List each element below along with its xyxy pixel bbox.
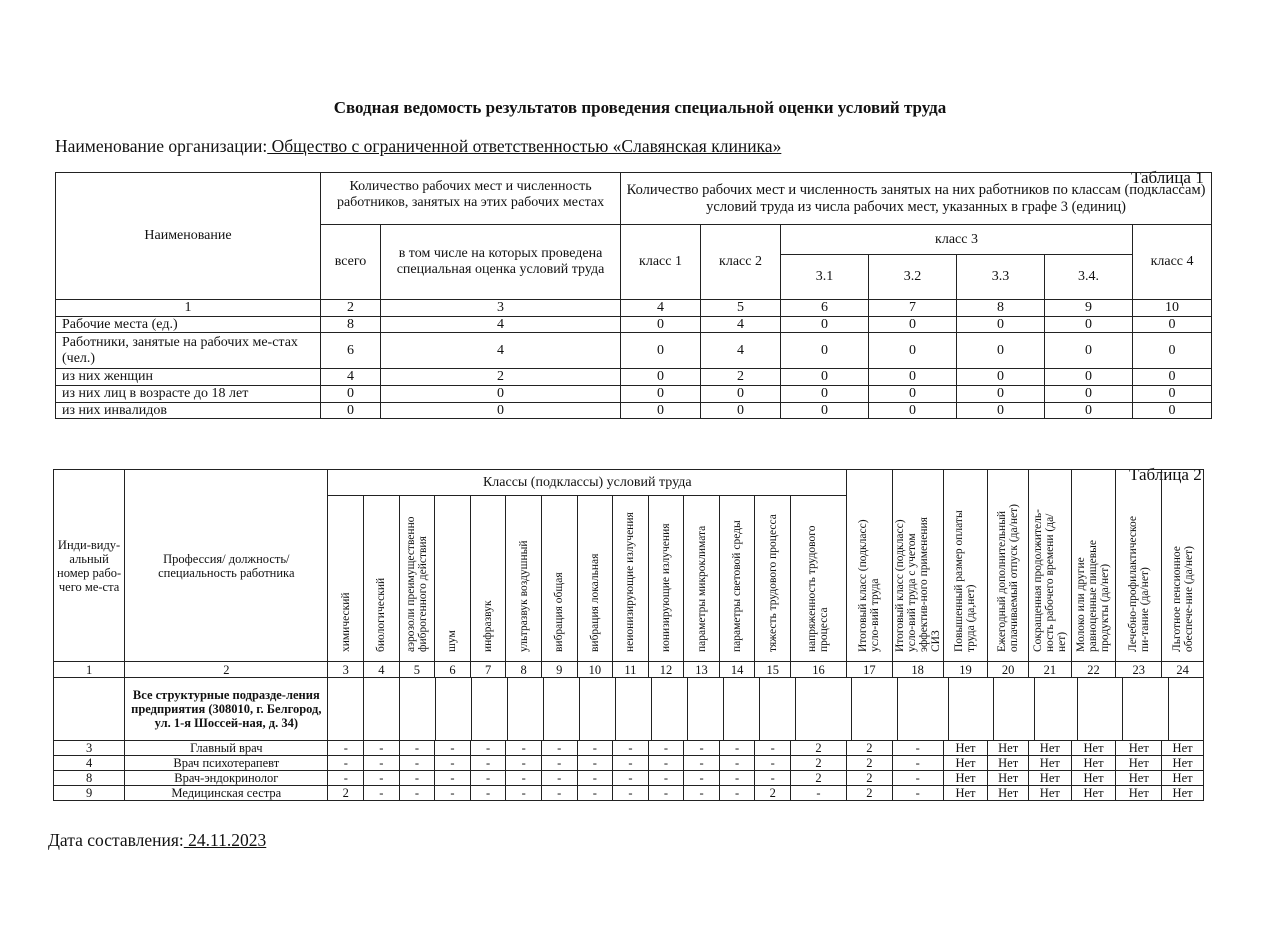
t2-row xyxy=(54,756,1204,771)
t2-cell: - xyxy=(435,771,471,786)
t2-cell: Нет xyxy=(1116,771,1162,786)
t2-cell: Нет xyxy=(943,756,988,771)
t2-group-empty-cell xyxy=(364,678,400,740)
t1-header-3-1: 3.1 xyxy=(781,255,869,300)
t1-cell: 4 xyxy=(321,369,381,386)
t2-header-extra: Сокращенная продолжитель-ность рабочего времени (да/нет) xyxy=(1028,470,1071,662)
t2-header-factor: ионизирующие излучения xyxy=(648,496,684,662)
t2-colnum: 21 xyxy=(1028,662,1071,678)
t1-cell: 0 xyxy=(1133,333,1212,369)
t2-header-extra: Итоговый класс (подкласс) усло-вий труда с учетом эффектив-ного применения СИЗ xyxy=(892,470,943,662)
t1-colnum: 7 xyxy=(869,300,957,317)
t2-cell: Нет xyxy=(988,741,1029,756)
t2-header-factor: вибрация общая xyxy=(541,496,577,662)
t1-header-3-4: 3.4. xyxy=(1045,255,1133,300)
t1-cell: 0 xyxy=(781,316,869,333)
t2-header-factor: биологический xyxy=(364,496,400,662)
t1-row xyxy=(56,316,1212,333)
t2-cell: - xyxy=(364,786,400,801)
t2-cell: - xyxy=(364,756,400,771)
t1-cell: 0 xyxy=(381,386,621,403)
t2-cell: - xyxy=(755,771,791,786)
t2-group-empty xyxy=(54,678,125,741)
t2-group-title: Все структурные подразде-ления предприятия (308010, г. Белгород, ул. 1-я Шоссей-ная, д. 34) xyxy=(125,678,328,741)
t2-cell: - xyxy=(755,756,791,771)
t2-cell: - xyxy=(470,771,506,786)
t2-colnum: 7 xyxy=(470,662,506,678)
t2-group-empty-cell xyxy=(1169,678,1203,740)
table2-label: Таблица 2 xyxy=(1129,465,1202,484)
t2-cell: - xyxy=(506,756,542,771)
t2-cell: - xyxy=(892,786,943,801)
t2-cell: 2 xyxy=(755,786,791,801)
t1-cell: 0 xyxy=(701,386,781,403)
t2-cell: Нет xyxy=(1028,756,1071,771)
t2-colnum: 19 xyxy=(943,662,988,678)
t2-cell: - xyxy=(577,786,613,801)
t1-cell: 0 xyxy=(621,316,701,333)
t2-cell: 2 xyxy=(791,756,847,771)
t1-cell: 0 xyxy=(1045,316,1133,333)
t1-cell: 0 xyxy=(869,402,957,419)
t2-cell: - xyxy=(648,756,684,771)
t2-colnum: 3 xyxy=(328,662,364,678)
t1-colnum: 8 xyxy=(957,300,1045,317)
t1-colnum: 5 xyxy=(701,300,781,317)
t1-row xyxy=(56,386,1212,403)
t2-header-factor: химический xyxy=(328,496,364,662)
t2-header-extra: Лечебно-профилактическое пи-тание (да/нет) xyxy=(1116,470,1162,662)
t1-colnum: 9 xyxy=(1045,300,1133,317)
t2-row-id: 4 xyxy=(54,756,125,771)
t2-cell: - xyxy=(791,786,847,801)
organization-line xyxy=(55,136,781,157)
t2-cell: 2 xyxy=(791,741,847,756)
t1-cell: 4 xyxy=(701,333,781,369)
t2-cell: - xyxy=(541,741,577,756)
t2-group-empty-cell xyxy=(724,678,760,740)
t1-cell: 0 xyxy=(1045,369,1133,386)
t1-cell: 0 xyxy=(957,333,1045,369)
t2-header-factor: инфразвук xyxy=(470,496,506,662)
t2-header-extra: Льготное пенсионное обеспече-ние (да/нет) xyxy=(1162,470,1204,662)
t2-cell: - xyxy=(648,786,684,801)
t1-cell: 0 xyxy=(1045,386,1133,403)
t2-cell: Нет xyxy=(1162,756,1204,771)
t2-header-extra: Повышенный размер оплаты труда (да,нет) xyxy=(943,470,988,662)
t2-group-empty-cell xyxy=(1078,678,1123,740)
t2-group-empty-cell xyxy=(949,678,994,740)
t2-row xyxy=(54,771,1204,786)
t2-cell: Нет xyxy=(1028,741,1071,756)
t2-header-factor: вибрация локальная xyxy=(577,496,613,662)
t2-group-empty-cell xyxy=(616,678,652,740)
t1-cell: 0 xyxy=(621,386,701,403)
t1-row-name: из них женщин xyxy=(56,369,321,386)
t2-cell: - xyxy=(577,756,613,771)
t1-header-class2: класс 2 xyxy=(701,225,781,300)
t2-cell: 2 xyxy=(328,786,364,801)
t2-group-empty-cell xyxy=(898,678,949,740)
t2-group-empty-cell xyxy=(760,678,796,740)
t1-row-name: из них инвалидов xyxy=(56,402,321,419)
t2-group-empty-cell xyxy=(652,678,688,740)
t2-cell: - xyxy=(541,786,577,801)
t2-cell: - xyxy=(435,786,471,801)
t1-cell: 2 xyxy=(381,369,621,386)
t1-cell: 0 xyxy=(701,402,781,419)
t2-cell: Нет xyxy=(1162,741,1204,756)
t2-cell: Нет xyxy=(943,771,988,786)
t2-cell: - xyxy=(613,771,649,786)
t2-cell: - xyxy=(684,741,720,756)
t2-cell: - xyxy=(719,786,755,801)
t2-group-empty-cell xyxy=(544,678,580,740)
t1-cell: 0 xyxy=(869,369,957,386)
t2-cell: - xyxy=(613,786,649,801)
t2-header-factor: шум xyxy=(435,496,471,662)
t1-cell: 8 xyxy=(321,316,381,333)
t2-cell: - xyxy=(684,756,720,771)
t1-cell: 0 xyxy=(869,333,957,369)
t1-cell: 0 xyxy=(1133,386,1212,403)
organization-name: Общество с ограниченной ответственностью «Славянская клиника» xyxy=(267,136,782,156)
t1-cell: 0 xyxy=(869,316,957,333)
t1-cell: 0 xyxy=(1045,402,1133,419)
t2-group-empty-cell xyxy=(400,678,436,740)
t2-cell: - xyxy=(892,756,943,771)
t2-group-empty-cell xyxy=(436,678,472,740)
t2-row-profession: Врач психотерапевт xyxy=(125,756,328,771)
date-label: Дата составления: xyxy=(48,830,184,850)
t2-cell: - xyxy=(719,771,755,786)
t2-header-profession: Профессия/ должность/ специальность работника xyxy=(125,470,328,662)
t1-cell: 0 xyxy=(321,386,381,403)
t2-cell: Нет xyxy=(1071,741,1116,756)
t1-header-3-2: 3.2 xyxy=(869,255,957,300)
t1-colnum: 6 xyxy=(781,300,869,317)
t2-row xyxy=(54,741,1204,756)
t2-header-factor: напряженность трудового процесса xyxy=(791,496,847,662)
document-title: Сводная ведомость результатов проведения специальной оценки условий труда xyxy=(333,98,947,117)
t1-cell: 0 xyxy=(869,386,957,403)
t2-header-factor: параметры микроклимата xyxy=(684,496,720,662)
t2-header-factor: аэрозоли преимущественно фиброгенного действия xyxy=(399,496,435,662)
t2-cell: - xyxy=(399,786,435,801)
t2-cell: - xyxy=(541,756,577,771)
t1-cell: 0 xyxy=(781,402,869,419)
t2-row-profession: Врач-эндокринолог xyxy=(125,771,328,786)
t2-cell: Нет xyxy=(1162,771,1204,786)
t2-group-empty-cell xyxy=(1123,678,1169,740)
t2-cell: - xyxy=(506,771,542,786)
t2-cell: Нет xyxy=(1071,786,1116,801)
t1-cell: 0 xyxy=(957,386,1045,403)
t2-colnum: 10 xyxy=(577,662,613,678)
t1-cell: 0 xyxy=(957,402,1045,419)
t2-cell: - xyxy=(577,771,613,786)
t1-cell: 2 xyxy=(701,369,781,386)
t2-cell: - xyxy=(613,756,649,771)
table2 xyxy=(53,469,1204,801)
t1-cell: 0 xyxy=(381,402,621,419)
t2-row-id: 9 xyxy=(54,786,125,801)
t2-cell: - xyxy=(613,741,649,756)
t1-cell: 0 xyxy=(781,369,869,386)
t2-row xyxy=(54,786,1204,801)
t1-row-name: из них лиц в возрасте до 18 лет xyxy=(56,386,321,403)
t2-group-empty-cell xyxy=(796,678,852,740)
t2-cell: 2 xyxy=(847,741,893,756)
t2-cell: 2 xyxy=(847,786,893,801)
t2-colnum: 5 xyxy=(399,662,435,678)
t1-cell: 0 xyxy=(781,333,869,369)
t1-colnum: 3 xyxy=(381,300,621,317)
t2-colnum: 20 xyxy=(988,662,1029,678)
t1-cell: 0 xyxy=(1045,333,1133,369)
t2-header-factor: тяжесть трудового процесса xyxy=(755,496,791,662)
t1-header-total: всего xyxy=(321,225,381,300)
t2-cell: 2 xyxy=(791,771,847,786)
t2-colnum: 4 xyxy=(364,662,400,678)
t1-colnum: 2 xyxy=(321,300,381,317)
t2-cell: - xyxy=(328,756,364,771)
t2-cell: Нет xyxy=(1116,741,1162,756)
t2-group-empty-cell xyxy=(328,678,364,740)
t2-cell: Нет xyxy=(1116,756,1162,771)
t2-cell: - xyxy=(577,741,613,756)
t2-colnum: 6 xyxy=(435,662,471,678)
t2-cell: Нет xyxy=(943,741,988,756)
t1-row xyxy=(56,402,1212,419)
t2-colnum: 16 xyxy=(791,662,847,678)
t2-row-profession: Медицинская сестра xyxy=(125,786,328,801)
t2-cell: - xyxy=(684,786,720,801)
t1-row xyxy=(56,333,1212,369)
t2-colnum: 2 xyxy=(125,662,328,678)
t1-cell: 0 xyxy=(321,402,381,419)
t2-header-factor: неионизирующие излучения xyxy=(613,496,649,662)
t2-header-classes: Классы (подклассы) условий труда xyxy=(328,470,847,496)
t1-header-assessed: в том числе на которых проведена специальная оценка условий труда xyxy=(381,225,621,300)
table1-label: Таблица 1 xyxy=(1131,168,1204,187)
t1-cell: 4 xyxy=(381,333,621,369)
t2-cell: - xyxy=(328,771,364,786)
t1-cell: 0 xyxy=(957,316,1045,333)
t2-cell: - xyxy=(470,741,506,756)
t2-row-id: 3 xyxy=(54,741,125,756)
t2-group-empty-cell xyxy=(688,678,724,740)
t2-cell: 2 xyxy=(847,756,893,771)
t1-colnum: 10 xyxy=(1133,300,1212,317)
t1-cell: 0 xyxy=(621,369,701,386)
t2-cell: - xyxy=(506,786,542,801)
t2-cell: - xyxy=(506,741,542,756)
t2-cell: - xyxy=(892,741,943,756)
t1-cell: 4 xyxy=(701,316,781,333)
t2-colnum: 22 xyxy=(1071,662,1116,678)
t1-header-class1: класс 1 xyxy=(621,225,701,300)
t2-cell: Нет xyxy=(1116,786,1162,801)
t2-cell: - xyxy=(648,771,684,786)
t1-header-classes: Количество рабочих мест и численность занятых на них работников по классам (подклассам) условий труда из числа рабочих мест, указанных в графе 3 (единиц) xyxy=(621,173,1212,225)
t2-cell: - xyxy=(435,741,471,756)
t2-cell: Нет xyxy=(988,771,1029,786)
t2-cell: Нет xyxy=(1162,786,1204,801)
table1 xyxy=(55,172,1212,419)
t1-cell: 0 xyxy=(1133,402,1212,419)
t1-header-name: Наименование xyxy=(56,173,321,300)
t2-cell: - xyxy=(435,756,471,771)
t1-header-3-3: 3.3 xyxy=(957,255,1045,300)
t2-cell: - xyxy=(470,756,506,771)
t2-header-id: Инди-виду-альный номер рабо-чего ме-ста xyxy=(54,470,125,662)
t2-cell: Нет xyxy=(1028,786,1071,801)
t1-cell: 0 xyxy=(1133,316,1212,333)
t2-colnum: 13 xyxy=(684,662,720,678)
t2-colnum: 18 xyxy=(892,662,943,678)
t2-colnum: 1 xyxy=(54,662,125,678)
t2-colnum: 24 xyxy=(1162,662,1204,678)
t2-cell: - xyxy=(364,771,400,786)
t2-cell: - xyxy=(470,786,506,801)
t1-cell: 0 xyxy=(621,402,701,419)
t2-cell: - xyxy=(648,741,684,756)
t2-group-empty-cell xyxy=(472,678,508,740)
t2-cell: Нет xyxy=(1071,771,1116,786)
t2-cell: - xyxy=(755,741,791,756)
t2-cell: Нет xyxy=(988,756,1029,771)
t1-row xyxy=(56,369,1212,386)
t1-header-class4: класс 4 xyxy=(1133,225,1212,300)
t2-header-extra: Итоговый класс (подкласс) усло-вий труда xyxy=(847,470,893,662)
t2-cell: - xyxy=(719,756,755,771)
organization-label: Наименование организации: xyxy=(55,136,268,156)
t2-header-factor: ультразвук воздушный xyxy=(506,496,542,662)
t1-row-name: Работники, занятые на рабочих ме-стах (чел.) xyxy=(56,333,321,369)
t2-cell: Нет xyxy=(1028,771,1071,786)
t2-cell: - xyxy=(541,771,577,786)
t2-colnum: 11 xyxy=(613,662,649,678)
t2-header-extra: Ежегодный дополнительный оплачиваемый отпуск (да/нет) xyxy=(988,470,1029,662)
t2-cell: - xyxy=(399,741,435,756)
t2-colnum: 9 xyxy=(541,662,577,678)
t2-cell: - xyxy=(719,741,755,756)
t1-header-class3: класс 3 xyxy=(781,225,1133,255)
t2-row-id: 8 xyxy=(54,771,125,786)
t2-cell: - xyxy=(364,741,400,756)
date-line xyxy=(48,830,266,851)
t2-group-empty-cell xyxy=(580,678,616,740)
t2-row-profession: Главный врач xyxy=(125,741,328,756)
t2-header-extra: Молоко или другие равноценные пищевые продукты (да/нет) xyxy=(1071,470,1116,662)
t2-cell: - xyxy=(399,756,435,771)
t2-group-empty-cell xyxy=(1035,678,1078,740)
t2-cell: - xyxy=(892,771,943,786)
t2-colnum: 15 xyxy=(755,662,791,678)
t1-cell: 0 xyxy=(957,369,1045,386)
t2-colnum: 8 xyxy=(506,662,542,678)
t1-row-name: Рабочие места (ед.) xyxy=(56,316,321,333)
t1-colnum: 4 xyxy=(621,300,701,317)
t2-group-empty-cell xyxy=(852,678,898,740)
t2-cell: - xyxy=(328,741,364,756)
t2-colnum: 14 xyxy=(719,662,755,678)
t2-colnum: 17 xyxy=(847,662,893,678)
t2-group-empty-cell xyxy=(994,678,1035,740)
t2-colnum: 23 xyxy=(1116,662,1162,678)
t2-group-empty-cell xyxy=(508,678,544,740)
date-value: 24.11.2023 xyxy=(183,830,267,850)
t2-group-cells xyxy=(328,678,1204,741)
t2-cell: Нет xyxy=(943,786,988,801)
t2-cell: 2 xyxy=(847,771,893,786)
t2-cell: Нет xyxy=(988,786,1029,801)
t2-header-factor: параметры световой среды xyxy=(719,496,755,662)
t1-header-count: Количество рабочих мест и численность работников, занятых на этих рабочих местах xyxy=(321,173,621,225)
t2-colnum: 12 xyxy=(648,662,684,678)
t1-cell: 0 xyxy=(621,333,701,369)
t1-cell: 0 xyxy=(781,386,869,403)
t2-cell: - xyxy=(399,771,435,786)
t1-colnum: 1 xyxy=(56,300,321,317)
t1-cell: 4 xyxy=(381,316,621,333)
t1-cell: 6 xyxy=(321,333,381,369)
t2-cell: Нет xyxy=(1071,756,1116,771)
t2-cell: - xyxy=(684,771,720,786)
t1-cell: 0 xyxy=(1133,369,1212,386)
